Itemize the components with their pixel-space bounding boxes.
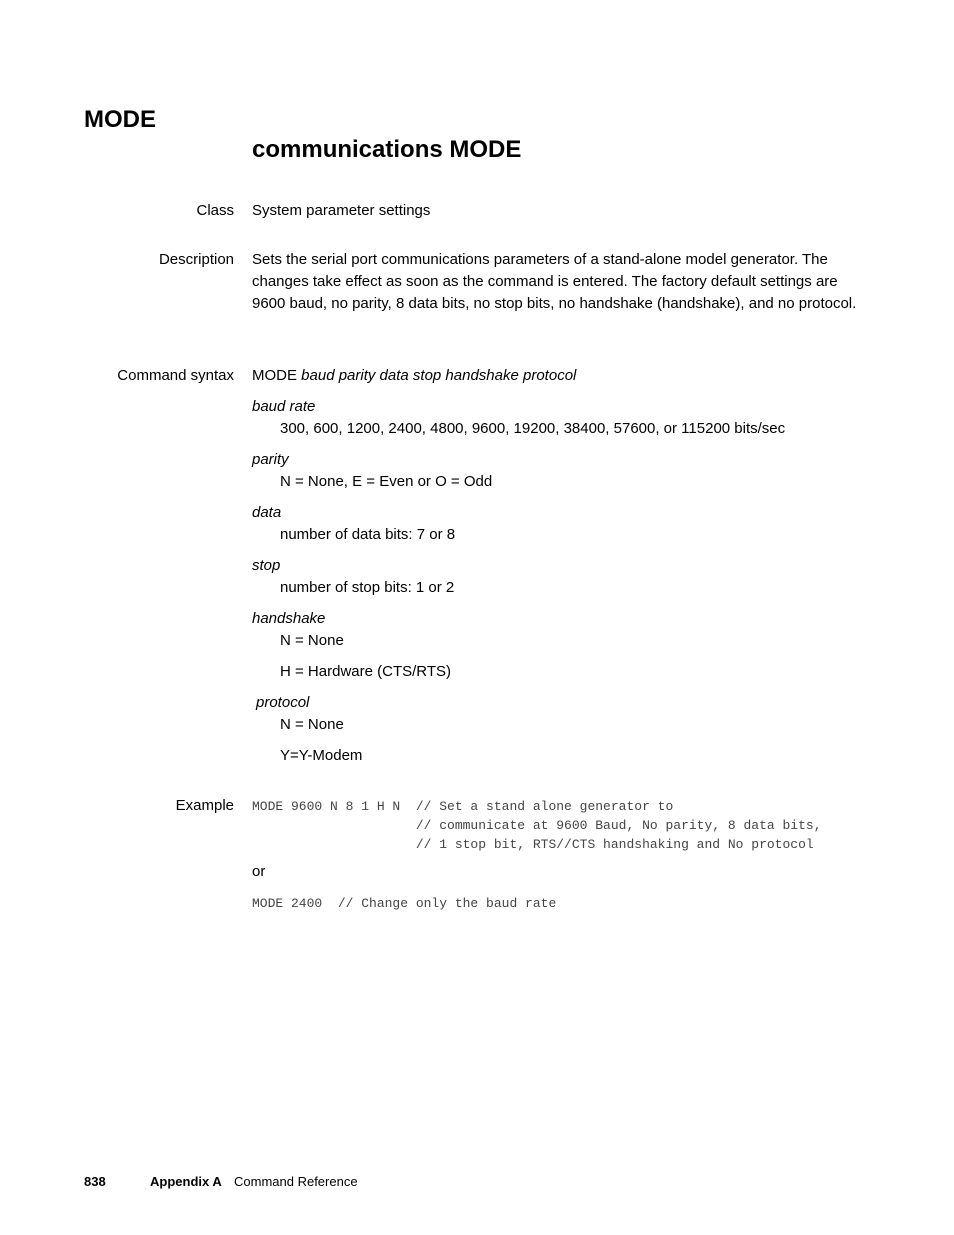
param-name-parity: parity [252, 451, 289, 468]
param-value-handshake-hardware: H = Hardware (CTS/RTS) [280, 663, 452, 680]
param-value-protocol-none: N = None [280, 716, 344, 733]
param-value-parity: N = None, E = Even or O = Odd [280, 473, 493, 490]
param-name-baud-rate: baud rate [252, 398, 316, 415]
page-subtitle: communications MODE [252, 136, 522, 163]
command-name: MODE [252, 367, 297, 384]
param-value-protocol-ymodem: Y=Y-Modem [280, 747, 363, 764]
example-code-line: MODE 2400 // Change only the baud rate [252, 896, 557, 911]
example-code-block: MODE 9600 N 8 1 H N // Set a stand alone generator to // communicate at 9600 Baud, No parity, 8 data bits, // 1 stop bit, RTS//CTS handshaking and No protocol [252, 799, 822, 852]
page-number: 838 [84, 1174, 106, 1189]
param-name-handshake: handshake [252, 610, 326, 627]
description-label: Description [158, 251, 234, 268]
command-syntax [252, 365, 576, 387]
param-value-baud-rate: 300, 600, 1200, 2400, 4800, 9600, 19200, 38400, 57600, or 115200 bits/sec [280, 420, 786, 437]
footer-appendix: Appendix A [150, 1174, 222, 1189]
page-title: MODE [84, 106, 156, 133]
command-args: baud parity data stop handshake protocol [301, 367, 577, 384]
example-or-text: or [252, 863, 266, 880]
param-value-stop: number of stop bits: 1 or 2 [280, 579, 455, 596]
footer-title: Command Reference [234, 1174, 358, 1189]
class-label: Class [196, 202, 234, 219]
class-value: System parameter settings [252, 202, 431, 219]
param-name-protocol: protocol [256, 694, 310, 711]
param-name-data: data [252, 504, 282, 521]
example-label: Example [175, 797, 234, 814]
param-name-stop: stop [252, 557, 281, 574]
description-text: Sets the serial port communications parameters of a stand-alone model generator. The changes take effect as soon as the command is entered. The factory default settings are 9600 baud, no parity, 8 data bits, no stop bits, no handshake (handshake), and no protocol. [252, 251, 857, 312]
command-syntax-label: Command syntax [117, 367, 234, 384]
param-value-data: number of data bits: 7 or 8 [280, 526, 456, 543]
param-value-handshake-none: N = None [280, 632, 344, 649]
